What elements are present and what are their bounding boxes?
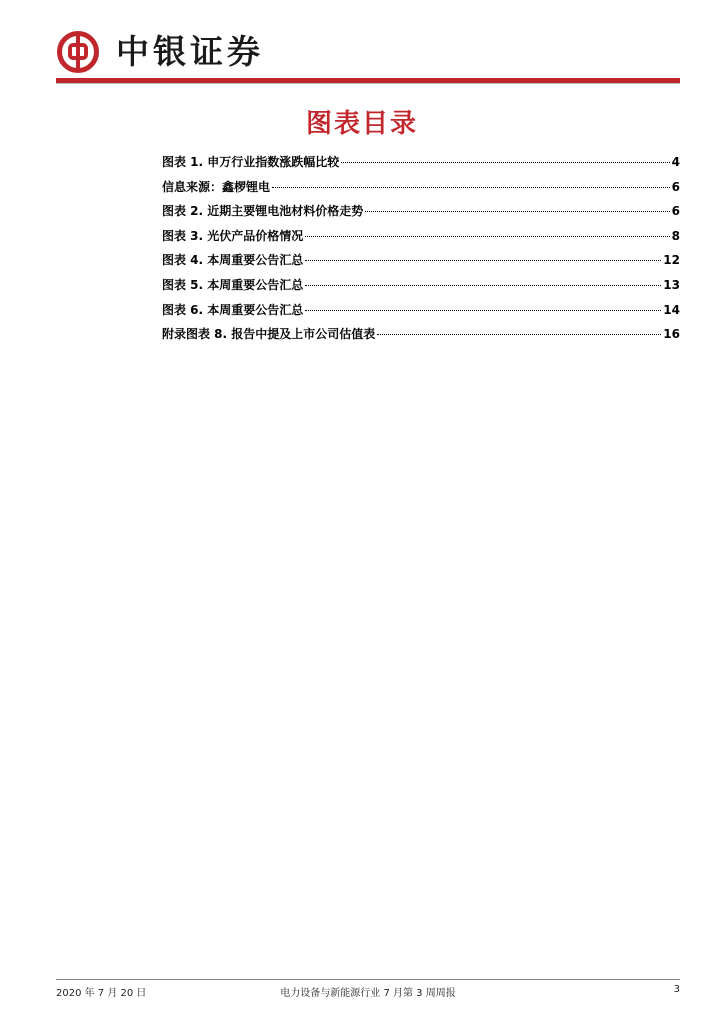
toc-item-page: 16: [663, 327, 680, 342]
toc-leader-dots: [305, 236, 669, 237]
header-gray-rule: [56, 83, 680, 84]
toc-item-label: 图表 2. 近期主要锂电池材料价格走势: [162, 204, 364, 219]
toc-list: [162, 153, 680, 350]
toc-item-label: 图表 5. 本周重要公告汇总: [162, 277, 304, 292]
footer-page-number: 3: [673, 984, 680, 995]
toc-item[interactable]: [162, 251, 680, 276]
toc-leader-dots: [305, 285, 661, 286]
bank-of-china-logo-icon: [56, 30, 100, 74]
toc-item[interactable]: [162, 227, 680, 252]
toc-leader-dots: [305, 310, 661, 311]
header: [56, 30, 680, 74]
footer-date: 2020 年 7 月 20 日: [56, 988, 147, 999]
toc-leader-dots: [341, 162, 669, 163]
toc-leader-dots: [365, 211, 669, 212]
footer-rule: [56, 979, 680, 980]
toc-item[interactable]: [162, 202, 680, 227]
toc-item-page: 6: [671, 179, 680, 194]
toc-item-label: 信息来源：鑫椤锂电: [162, 179, 271, 194]
footer-report-title: 电力设备与新能源行业 7 月第 3 周周报: [280, 988, 456, 999]
toc-item-page: 8: [671, 228, 680, 243]
toc-leader-dots: [272, 187, 670, 188]
toc-item-label: 附录图表 8. 报告中提及上市公司估值表: [162, 327, 376, 342]
toc-title: 图表目录: [305, 109, 418, 139]
toc-item[interactable]: [162, 325, 680, 350]
brand-name: 中银证券: [116, 32, 264, 71]
toc-leader-dots: [305, 260, 661, 261]
toc-item-label: 图表 3. 光伏产品价格情况: [162, 228, 304, 243]
toc-leader-dots: [377, 334, 661, 335]
toc-item[interactable]: [162, 301, 680, 326]
toc-item[interactable]: [162, 153, 680, 178]
footer: [56, 984, 680, 1000]
toc-item-page: 13: [663, 277, 680, 292]
toc-item-label: 图表 1. 申万行业指数涨跌幅比较: [162, 155, 340, 169]
toc-item-label: 图表 4. 本周重要公告汇总: [162, 253, 304, 268]
toc-item-page: 6: [671, 204, 680, 219]
toc-item-page: 14: [663, 302, 680, 317]
toc-item-page: 4: [671, 155, 680, 169]
toc-item-label: 图表 6. 本周重要公告汇总: [162, 302, 304, 317]
toc-item[interactable]: [162, 276, 680, 301]
toc-item-page: 12: [663, 253, 680, 268]
toc-item[interactable]: [162, 178, 680, 203]
